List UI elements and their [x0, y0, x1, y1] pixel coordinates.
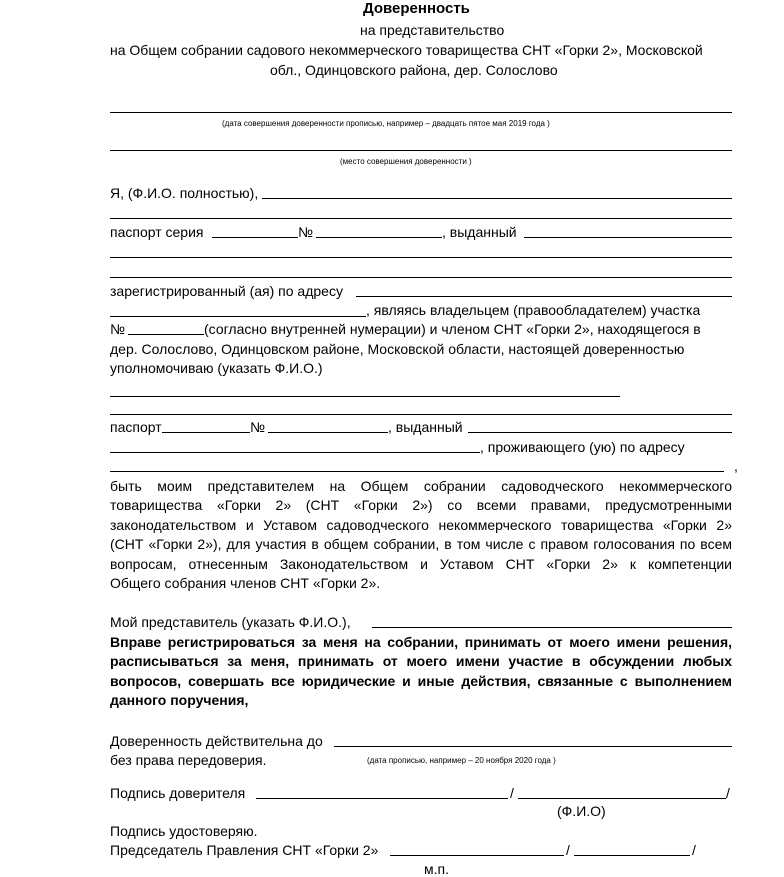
authorize-line: уполномочиваю (указать Ф.И.О.): [110, 360, 323, 376]
chairman-slash-1: /: [566, 842, 570, 858]
stamp-place: м.п.: [424, 861, 449, 877]
bold-line-4: данного поручения,: [110, 692, 249, 708]
powers-line-1: быть моим представителем на Общем собрании садоводческого некоммерческого: [110, 478, 732, 494]
representative-fio-field[interactable]: [110, 396, 620, 397]
rep-trailing-comma: ,: [734, 458, 738, 474]
rep-issued-field[interactable]: [468, 432, 732, 433]
principal-passport-label: паспорт серия: [110, 224, 204, 240]
rep-passport-label: паспорт: [110, 419, 162, 435]
signature-label: Подпись доверителя: [110, 785, 246, 801]
rep-address-field[interactable]: [110, 471, 724, 472]
principal-registered-label: зарегистрированный (ая) по адресу: [110, 283, 343, 299]
signature-slash-2: /: [726, 785, 730, 801]
rep-residing-label: , проживающего (ую) по адресу: [480, 439, 685, 455]
bold-line-3: вопросов, совершать все юридические и иные действия, связанные с выполнением: [110, 673, 732, 689]
principal-owner-text: , являясь владельцем (правообладателем) участка: [366, 302, 701, 318]
signature-field[interactable]: [256, 798, 508, 799]
principal-fio-field[interactable]: [262, 198, 732, 199]
signature-slash-1: /: [510, 785, 514, 801]
representative-fio-field-2[interactable]: [110, 414, 732, 415]
date-hint: (дата совершения доверенности прописью, например – двадцать пятое мая 2019 года ): [222, 119, 550, 128]
principal-passport-series-field[interactable]: [212, 237, 298, 238]
chairman-label: Председатель Правления СНТ «Горки 2»: [110, 842, 379, 858]
powers-line-3: законодательством и Уставом садоводческого некоммерческого товарищества «Горки 2»: [110, 517, 732, 533]
date-field-line[interactable]: [110, 112, 732, 113]
validity-label: Доверенность действительна до: [110, 733, 323, 749]
principal-issued-field[interactable]: [524, 237, 732, 238]
principal-issued-field-2[interactable]: [110, 257, 732, 258]
principal-passport-number-field[interactable]: [316, 237, 442, 238]
header-line-2: обл., Одинцовского района, дер. Солослово: [270, 62, 558, 78]
plot-number-field[interactable]: [128, 334, 204, 335]
chairman-slash-2: /: [692, 842, 696, 858]
no-transfer-text: без права передоверия.: [110, 752, 267, 768]
principal-number-sign: №: [298, 224, 314, 240]
rep-issued-field-2[interactable]: [110, 452, 480, 453]
principal-fio-label: Я, (Ф.И.О. полностью),: [110, 185, 259, 201]
signature-fio-field[interactable]: [518, 798, 726, 799]
principal-issued-label: , выданный: [442, 224, 517, 240]
chairman-fio-field[interactable]: [574, 855, 690, 856]
principal-address-field-2[interactable]: [110, 316, 366, 317]
place-hint: (место совершения доверенности ): [340, 157, 472, 166]
powers-line-6: Общего собрания членов СНТ «Горки 2».: [110, 575, 381, 591]
place-field-line[interactable]: [110, 150, 732, 151]
rep-passport-series-field[interactable]: [162, 432, 250, 433]
certify-label: Подпись удостоверяю.: [110, 823, 258, 839]
validity-hint: (дата прописью, например – 20 ноября 2020 года ): [367, 756, 556, 765]
signature-fio-hint: (Ф.И.О): [557, 803, 606, 819]
powers-line-2: товарищества «Горки 2» (СНТ «Горки 2») со всеми правами, предусмотренными: [110, 497, 732, 513]
document-subtitle: на представительство: [360, 22, 505, 38]
rep-number-sign: №: [250, 419, 266, 435]
principal-fio-field-2[interactable]: [110, 218, 732, 219]
header-line-1: на Общем собрании садового некоммерческого товарищества СНТ «Горки 2», Московской: [110, 42, 703, 58]
chairman-signature-field[interactable]: [390, 855, 564, 856]
bold-line-1: Вправе регистрироваться за меня на собрании, принимать от моего имени решения,: [110, 634, 732, 650]
principal-issued-field-3[interactable]: [110, 277, 732, 278]
my-representative-label: Мой представитель (указать Ф.И.О.),: [110, 614, 351, 630]
principal-address-field[interactable]: [356, 296, 732, 297]
plot-text: (согласно внутренней нумерации) и членом СНТ «Горки 2», находящегося в: [204, 321, 701, 337]
my-representative-field[interactable]: [372, 627, 732, 628]
village-line: дер. Солослово, Одинцовском районе, Московской области, настоящей доверенностью: [110, 341, 685, 357]
rep-passport-number-field[interactable]: [268, 432, 388, 433]
validity-date-field[interactable]: [334, 746, 732, 747]
powers-line-4: (СНТ «Горки 2»), для участия в общем собрании, в том числе с правом голосования по всем: [110, 536, 732, 552]
document-title: Доверенность: [363, 0, 470, 17]
bold-line-2: расписываться за меня, принимать от моего имени участие в обсуждении любых: [110, 653, 732, 669]
powers-line-5: вопросам, отнесенным Законодательством и Уставом СНТ «Горки 2» к компетенции: [110, 556, 732, 572]
plot-number-sign: №: [110, 321, 126, 337]
rep-issued-label: , выданный: [388, 419, 463, 435]
